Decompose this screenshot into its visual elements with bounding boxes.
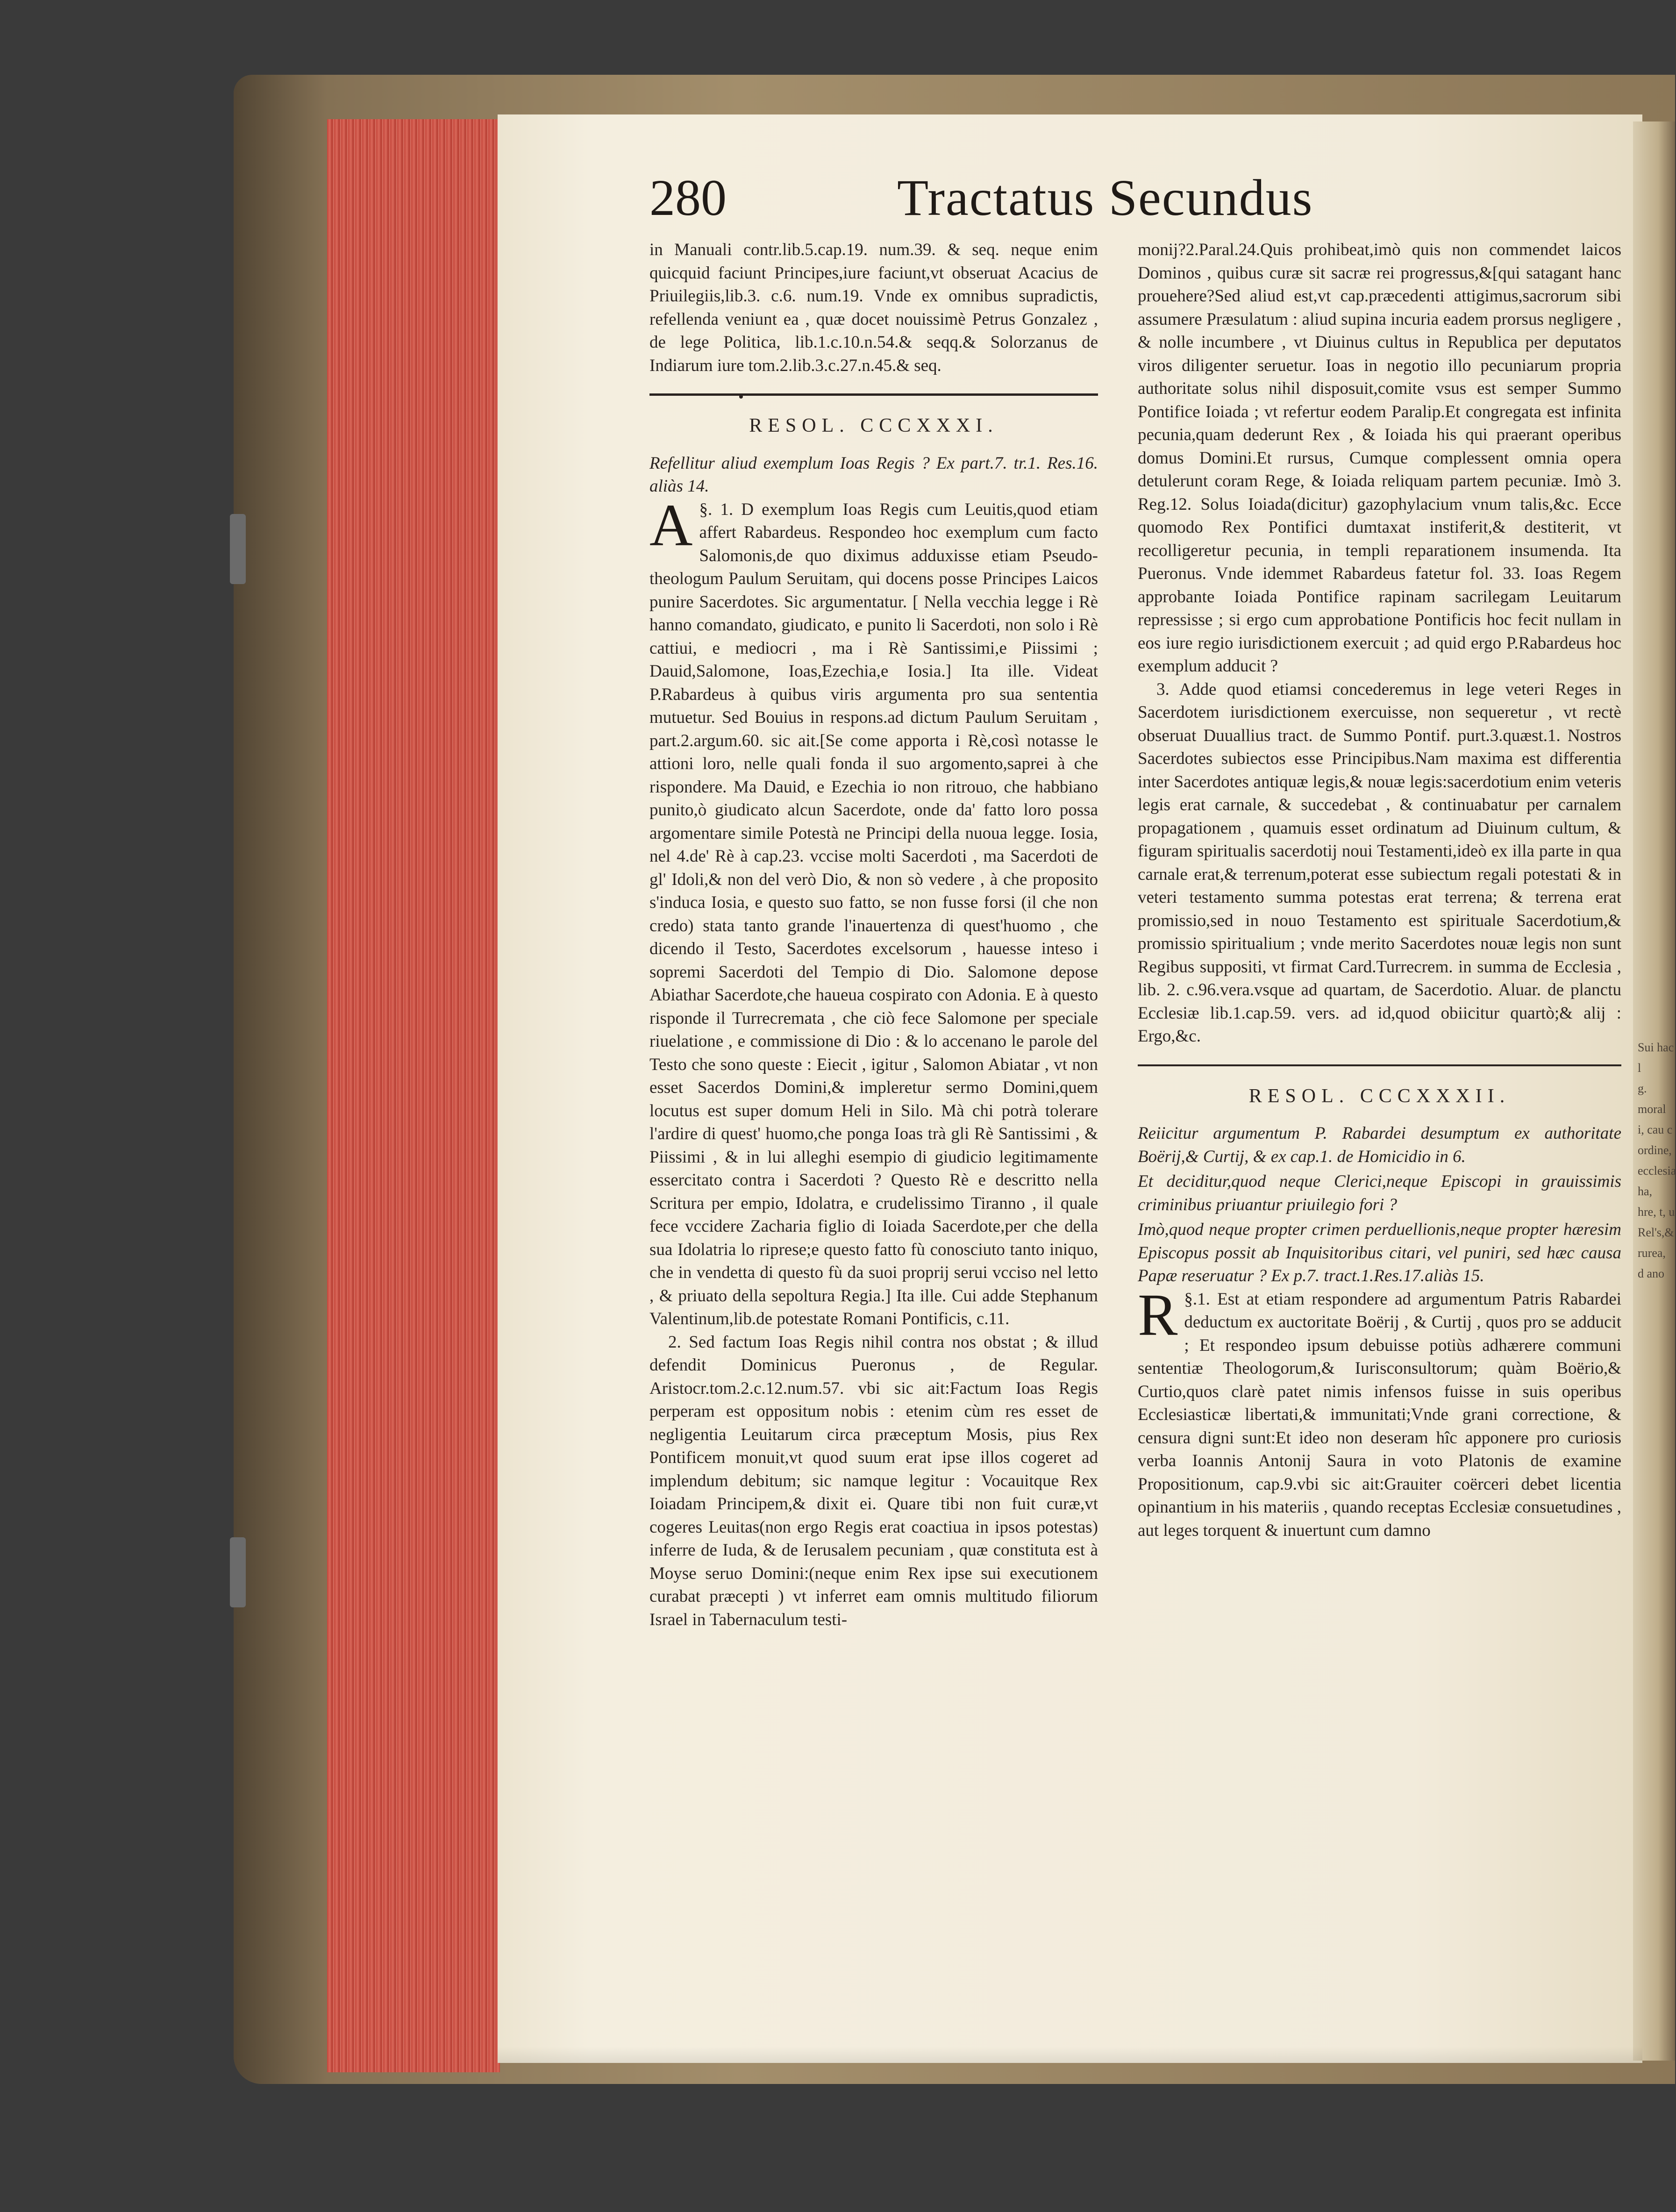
page-number: 280 [649, 169, 727, 226]
right-column [1138, 238, 1621, 1542]
left-intro-paragraph: in Manuali contr.lib.5.cap.19. num.39. & seq. neque enim quicquid faciunt Principes,iure faciunt,vt obseruat Acacius de Priuilegiis,lib.3. c.6. num.19. Vnde ex omnibus supradictis, refellenda veniunt ea , quæ docet nouissimè Petrus Gonzalez , de lege Politica, lib.1.c.10.n.54.& seqq.& Solorzanus de Indiarum iure tom.2.lib.3.c.27.n.45.& seq. [649, 240, 1098, 375]
resol-summary-332-a: Reiicitur argumentum P. Rabardei desumptum ex authoritate Boërij,& Curtij, & ex cap.1. de Homicidio in 6. [1138, 1124, 1621, 1166]
section-rule: • [649, 393, 1098, 396]
page-header [649, 168, 1327, 234]
section-2-paragraph: 2. Sed factum Ioas Regis nihil contra nos obstat ; & illud defendit Dominicus Pueronus , de Regular. Aristocr.tom.2.c.12.num.57. vbi sic ait:Factum Ioas Regis perperam est oppositum nobis : etenim cùm res esset de negligentia Leuitarum circa præceptum Mosis, pius Rex Pontificem monuit,vt quod suum erat ipse illos cogeret ad implendum debitum; sic namque legitur : Vocauitque Rex Ioiadam Principem,& dixit ei. Quare tibi non fuit curæ,vt cogeres Leuitas(non ergo Regis erat coactiua in ipsos potestas) inferre de Iuda, & de Ierusalem pecuniam , quæ constituta est à Moyse seruo Domini:(neque enim Rex ipse sui executionem curabat præcepti ) vt inferret eam omnis multitudo filiorum Israel in Tabernaculum testi- [649, 1332, 1098, 1629]
next-page-margin-note: Sui hac l g. moral i, cau c ordine, ecclesia ha, hre, t, u Rel's,& rurea, d ano [1638, 1041, 1676, 1280]
section-label: §. 1. [699, 499, 734, 519]
right-section-1-paragraph [1138, 1281, 1622, 1542]
page-bottom-shadow [498, 2047, 1642, 2063]
left-column [649, 238, 1098, 1631]
section-label: §.1. [1184, 1289, 1210, 1309]
drop-cap: R [1138, 1281, 1178, 1348]
spine-shadow [234, 75, 327, 2084]
section-1-paragraph [649, 492, 1098, 1331]
section-3-paragraph: 3. Adde quod etiamsi concederemus in lege veteri Reges in Sacerdotem iurisdictionem exercuisse, non sequeretur , vt rectè obseruat Duuallius tract. de Summo Pontif. purt.3.quæst.1. Nostros Sacerdotes subiectos esse Principibus.Nam maxima est differentia inter Sacerdotes antiquæ legis,& nouæ legis:sacerdotium enim veteris legis erat carnale, & succedebat , & continuabatur per carnalem propagationem , quamuis esset ordinatum ad Diuinum cultum, & figuram spiritualis sacerdotij noui Testamenti,ideò ex illa parte in qua carnale erat,& terrenum,poterat esse subiectum regali potestati & in veteri testamento summa potestas erat terrena; & terrena erat promissio,sed in nouo Testamento est spirituale Sacerdotium,& promissio spiritualium ; vnde merito Sacerdotes nouæ legis non sunt Regibus suppositi, vt firmat Card.Turrecrem. in summa de Ecclesia , lib. 2. c.96.vera.vsque ad quartam, de Sacerdotio. Aluar. de planctu Ecclesiæ lib.1.cap.59. vers. ad id,quod obiicitur quartò;& alij : Ergo,&c. [1138, 679, 1621, 1046]
section-1-text: D exemplum Ioas Regis cum Leuitis,quod etiam affert Rabardeus. Respondeo hoc exemplum cum facto Salomonis,de quo diximus adduxisse etiam Pseudo-theologum Paulum Seruitam, qui docens posse Principes Laicos punire Sacerdotes. Sic argumentatur. [ Nella vecchia legge i Rè hanno comandato, giudicato, e punito li Sacerdoti, non solo i Rè cattiui, e mediocri , ma i Rè Santissimi,e Piissimi ; Dauid,Salomone, Ioas,Ezechia,e Iosia.] Ita ille. Videat P.Rabardeus à quibus viris argumenta pro sua sententia mutuetur. Sed Bouius in respons.ad dictum Paulum Seruitam , part.2.argum.60. sic ait.[Se come apporta i Rè,così notasse le attioni loro, nelle quali fonda il suo argomento,saprei à che rispondere. Ma Dauid, e Ezechia io non ritrouo, che habbiano punito,ò giudicato alcun Sacerdote, onde da' fatto loro possa argomentare simile Potestà ne Principi della nuoua legge. Iosia, nel 4.de' Rè à cap.23. vccise molti Sacerdoti , ma Sacerdoti de gl' Idoli,& non del verò Dio, & non sò vedere , à che proposito s'induca Iosia, e questo suo fatto, se non fusse forsi (il che non credo) stata tanto grande l'inauertenza di quest'huomo , che dicendo il Testo, Sacerdotes excelsorum , hauesse inteso i sopremi Sacerdoti del Tempio di Dio. Salomone depose Abiathar Sacerdote,che haueua cospirato con Adonia. E à questo risponde il Turrecremata , che ciò fece Salomone per speciale riuelatione , e commissione di Dio : & lo accenano le parole del Testo che sono queste : Eiecit , igitur , Salomon Abiatar , vt non esset Sacerdos Domini,& impleretur sermo Domini,quem locutus est super domum Heli in Silo. Mà chi potrà tolerare l'ardire di quest' huomo,che ponga Ioas trà gli Rè Santissimi , & Piissimi , & in lui alleghi esempio di giudicio legitimamente essercitato contra i Sacerdoti ? Questo Rè e descritto nella Scritura per empio, Idolatra, e crudelissimo Tiranno , il quale fece vccidere Zacharia figlio di Ioiada Sacerdote,per che della sua Idolatria lo riprese;e questo fatto fù conosciuto tanto iniquo, che in vendetta di questo fù da suoi proprij serui vcciso nel letto , & priuato della sepoltura Regia.] Ita ille. Cui adde Stephanum Valentinum,lib.de potestate Romani Pontificis, c.11. [649, 499, 1098, 1328]
resol-heading-331: RESOL. CCCXXXI. [749, 415, 998, 436]
clasp-upper [230, 514, 246, 584]
drop-cap: A [649, 492, 693, 558]
right-section-1-text: Est at etiam respondere ad argumentum Patris Rabardei deductum ex auctoritate Boërij , & Curtij , quos pro se adducit ; Et respondeo ipsum debuisse potiùs adhærere communi sententiæ Theologorum,& Iurisconsultorum; quàm Boërio,& Curtio,quos clarè patet nimis infensos fuisse in suis operibus Ecclesiasticæ libertati,& immunitati;Vnde grani correctione, & censura digni sunt:Et ideo non deseram hîc apponere pro curiosis verba Ioannis Antonij Saura in voto Platonis de examine Propositionum, cap.9.vbi sic ait:Grauiter coërceri debet licentia opinantium in his materiis , quando receptas Ecclesiæ consuetudines , aut leges torquent & inuertunt cum damno [1138, 1289, 1622, 1540]
resol-heading-332: RESOL. CCCXXXII. [1248, 1085, 1511, 1107]
clasp-lower [230, 1537, 246, 1607]
resol-summary-332-b: Et deciditur,quod neque Clerici,neque Episcopi in grauissimis criminibus priuantur priuilegio fori ? [1138, 1172, 1621, 1214]
section-rule [1138, 1064, 1621, 1066]
resol-summary-331: Refellitur aliud exemplum Ioas Regis ? Ex part.7. tr.1. Res.16. aliàs 14. [649, 453, 1098, 496]
resol-summary-332-c: Imò,quod neque propter crimen perduellionis,neque propter hæresim Episcopus possit ab Inquisitoribus citari, vel puniri, sed hæc causa Papæ reseruatur ? Ex p.7. tract.1.Res.17.aliàs 15. [1138, 1220, 1621, 1285]
running-title: Tractatus Secundus [897, 169, 1313, 226]
right-continuation-paragraph: monij?2.Paral.24.Quis prohibeat,imò quis non commendet laicos Dominos , quibus curæ sit sacræ rei progressus,&[qui satagant hanc prouehere?Sed aliud est,vt cap.præcedenti attigimus,sacrorum sibi assumere Præsulatum : aliud supina incuria eadem prorsus negligere , & nolle incumbere , vt Diuinus cultus in Republica per deputatos viros diligenter seruetur. Ioas in negotio illo pecuniarum propria authoritate solus nihil disposuit,comite vsus est semper Summo Pontifice Ioiada ; vt refertur eodem Paralip.Et congregata est infinita pecunia,quam dederunt Rex , & Ioiada his qui praerant operibus domus Domini.Et rursus, Cumque complessent omnia opera detulerunt coram Rege, & Ioiada reliquam partem pecuniæ. Imò 3. Reg.12. Solus Ioiada(dicitur) gazophylacium vnum talis,&c. Ecce quomodo Rex Pontifici dumtaxat instiferit,& destiterit, vt recolligeretur pecunia, in templi reparationem insumenda. Ita Pueronus. Vnde idemmet Rabardeus fatetur fol. 33. Ioas Regem approbante Ioiada Pontifice rapinam sacrilegam Leuitarum repressisse ; si ergo cum approbatione Pontificis hoc fecit nullam in eos iure regio iurisdictionem exercuit ; ad quid ergo P.Rabardeus hoc exemplum adducit ? [1138, 240, 1621, 676]
red-page-edges [327, 119, 500, 2072]
